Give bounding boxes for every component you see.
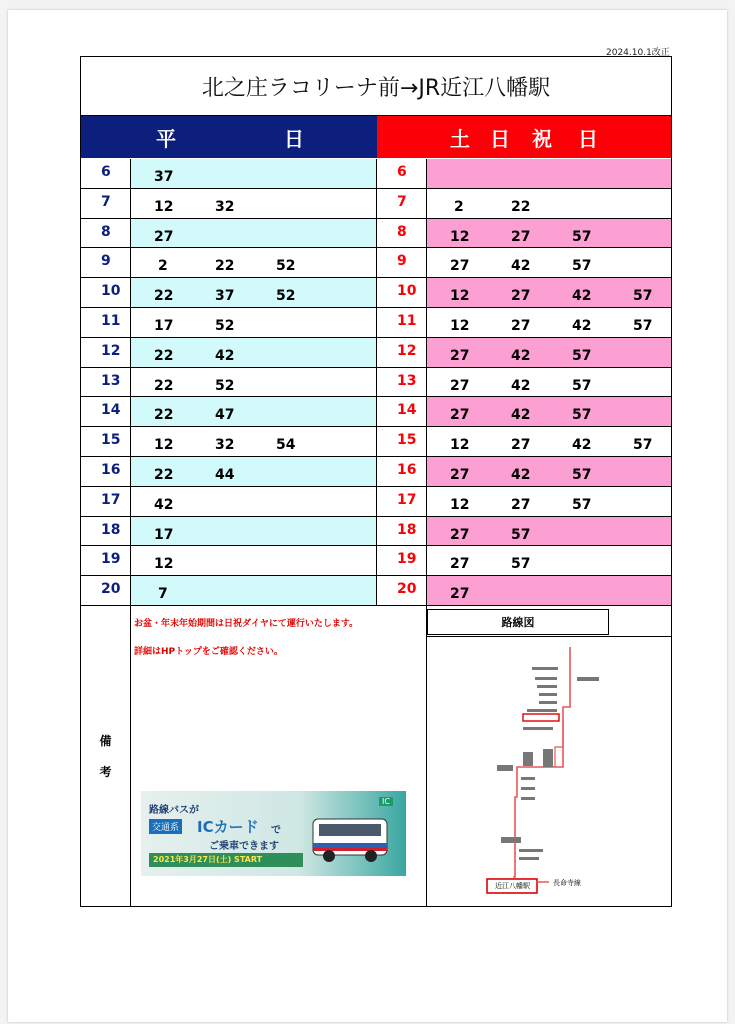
departure-minute: 32	[215, 437, 235, 454]
departure-minute: 32	[215, 198, 235, 215]
weekday-hour: 20	[81, 576, 131, 605]
timetable-sheet	[80, 56, 672, 907]
departure-minute: 22	[154, 288, 174, 305]
departure-minute: 27	[450, 526, 470, 543]
departure-minute: 42	[511, 407, 531, 424]
departure-minute: 27	[450, 258, 470, 275]
departure-minute: 27	[511, 437, 531, 454]
weekday-header-char-1: 平	[156, 126, 176, 151]
departure-minute: 27	[511, 317, 531, 334]
weekday-header-char-2: 日	[284, 126, 304, 151]
departure-minute: 22	[154, 377, 174, 394]
route-line	[513, 647, 570, 877]
departure-minute: 57	[572, 228, 592, 245]
holiday-hour: 12	[377, 338, 427, 367]
departure-minute: 57	[572, 377, 592, 394]
departure-minute: 27	[511, 496, 531, 513]
weekday-minutes	[131, 308, 377, 337]
route-map-diagram	[427, 637, 671, 907]
timetable-row	[81, 427, 671, 457]
departure-minute: 57	[633, 317, 653, 334]
weekday-minutes	[131, 427, 377, 456]
timetable-row	[81, 457, 671, 487]
departure-minute: 37	[215, 288, 235, 305]
route-stop-labels	[497, 667, 599, 860]
departure-minute: 27	[511, 228, 531, 245]
departure-minute: 57	[572, 258, 592, 275]
holiday-hour: 11	[377, 308, 427, 337]
departure-minute: 27	[450, 407, 470, 424]
ic-card-banner	[141, 791, 406, 876]
departure-minute: 27	[450, 377, 470, 394]
weekday-minutes	[131, 457, 377, 486]
route-map	[427, 636, 671, 906]
holiday-minutes	[427, 457, 671, 486]
bus-windows	[319, 824, 381, 836]
timetable-row	[81, 517, 671, 547]
timetable-row	[81, 248, 671, 278]
note-line-2: 詳細はHPトップをご確認ください。	[134, 647, 283, 657]
departure-minute: 57	[572, 466, 592, 483]
route-legend: 長命寺線	[553, 879, 581, 887]
holiday-header-char-2: 日	[490, 126, 510, 151]
departure-minute: 12	[154, 437, 174, 454]
weekday-minutes	[131, 219, 377, 248]
holiday-minutes	[427, 368, 671, 397]
weekday-hour: 10	[81, 278, 131, 307]
weekday-hour: 17	[81, 487, 131, 516]
holiday-hour: 8	[377, 219, 427, 248]
weekday-minutes	[131, 248, 377, 277]
holiday-header	[377, 116, 671, 158]
bus-wheel-rear	[365, 850, 377, 862]
weekday-minutes	[131, 159, 377, 188]
departure-minute: 57	[511, 526, 531, 543]
holiday-minutes	[427, 189, 671, 218]
weekday-hour: 8	[81, 219, 131, 248]
departure-minute: 42	[511, 377, 531, 394]
holiday-hour: 18	[377, 517, 427, 546]
holiday-minutes	[427, 308, 671, 337]
notes-section	[81, 606, 671, 906]
origin-stop-marker	[523, 714, 559, 721]
departure-minute: 12	[154, 556, 174, 573]
terminal-label: 近江八幡駅	[495, 882, 530, 890]
timetable-row	[81, 397, 671, 427]
departure-minute: 12	[154, 198, 174, 215]
weekday-minutes	[131, 278, 377, 307]
departure-minute: 27	[450, 347, 470, 364]
departure-minute: 27	[450, 466, 470, 483]
holiday-hour: 16	[377, 457, 427, 486]
holiday-hour: 6	[377, 159, 427, 188]
weekday-hour: 13	[81, 368, 131, 397]
departure-minute: 57	[633, 437, 653, 454]
timetable-row	[81, 338, 671, 368]
holiday-hour: 7	[377, 189, 427, 218]
departure-minute: 37	[154, 169, 174, 185]
departure-minute: 27	[450, 556, 470, 573]
banner-line-3: ご乗車できます	[209, 841, 279, 852]
departure-minute: 12	[450, 496, 470, 513]
weekday-hour: 19	[81, 546, 131, 575]
weekday-hour: 6	[81, 159, 131, 188]
weekday-hour: 14	[81, 397, 131, 426]
departure-minute: 42	[572, 317, 592, 334]
departure-minute: 52	[215, 377, 235, 394]
departure-minute: 57	[572, 407, 592, 424]
weekday-hour: 18	[81, 517, 131, 546]
weekday-minutes	[131, 368, 377, 397]
departure-minute: 57	[511, 556, 531, 573]
timetable-row	[81, 487, 671, 517]
timetable-row	[81, 368, 671, 398]
holiday-minutes	[427, 427, 671, 456]
weekday-hour: 16	[81, 457, 131, 486]
timetable-row	[81, 159, 671, 189]
departure-minute: 22	[154, 466, 174, 483]
weekday-hour: 9	[81, 248, 131, 277]
departure-minute: 12	[450, 317, 470, 334]
departure-minute: 22	[154, 407, 174, 424]
departure-minute: 42	[511, 347, 531, 364]
holiday-minutes	[427, 248, 671, 277]
departure-minute: 7	[158, 586, 168, 603]
departure-minute: 42	[154, 496, 174, 513]
holiday-header-char-1: 土	[450, 126, 470, 151]
banner-ic-badge: IC	[379, 797, 393, 806]
departure-minute: 12	[450, 228, 470, 245]
holiday-minutes	[427, 338, 671, 367]
bus-wheel-front	[323, 850, 335, 862]
holiday-header-char-4: 日	[578, 126, 598, 151]
timetable-grid	[81, 159, 671, 606]
timetable-row	[81, 546, 671, 576]
weekday-minutes	[131, 517, 377, 546]
route-branch	[555, 717, 563, 767]
holiday-hour: 9	[377, 248, 427, 277]
departure-minute: 47	[215, 407, 235, 424]
departure-minute: 27	[450, 586, 470, 603]
notes-label-char-1: 備	[99, 734, 112, 748]
revision-date: 2024.10.1改正	[606, 48, 670, 58]
departure-minute: 17	[154, 317, 174, 334]
banner-line-1: 路線バスが	[149, 805, 199, 816]
holiday-hour: 13	[377, 368, 427, 397]
holiday-hour: 15	[377, 427, 427, 456]
holiday-hour: 20	[377, 576, 427, 605]
weekday-hour: 12	[81, 338, 131, 367]
weekday-hour: 15	[81, 427, 131, 456]
departure-minute: 17	[154, 526, 174, 543]
departure-minute: 54	[276, 437, 296, 454]
notes-label	[81, 606, 131, 906]
holiday-header-char-3: 祝	[532, 126, 552, 151]
timetable-row	[81, 219, 671, 249]
banner-ic-card: ICカード	[197, 818, 259, 836]
holiday-hour: 10	[377, 278, 427, 307]
holiday-minutes	[427, 546, 671, 575]
weekday-minutes	[131, 546, 377, 575]
holiday-minutes	[427, 278, 671, 307]
departure-minute: 52	[276, 288, 296, 305]
route-map-title: 路線図	[427, 609, 609, 635]
route-title: 北之庄ラコリーナ前→JR近江八幡駅	[81, 57, 671, 116]
banner-start-date: 2021年3月27日(土) START	[149, 853, 303, 867]
weekday-minutes	[131, 576, 377, 605]
weekday-minutes	[131, 189, 377, 218]
timetable-row	[81, 189, 671, 219]
holiday-minutes	[427, 159, 671, 188]
bus-illustration	[311, 813, 391, 865]
holiday-minutes	[427, 219, 671, 248]
departure-minute: 42	[511, 466, 531, 483]
holiday-hour: 17	[377, 487, 427, 516]
holiday-minutes	[427, 397, 671, 426]
departure-minute: 27	[511, 288, 531, 305]
departure-minute: 57	[633, 288, 653, 305]
bus-stripe-red	[313, 848, 387, 851]
weekday-minutes	[131, 338, 377, 367]
holiday-minutes	[427, 517, 671, 546]
departure-minute: 2	[454, 198, 464, 215]
weekday-hour: 11	[81, 308, 131, 337]
departure-minute: 57	[572, 347, 592, 364]
departure-minute: 44	[215, 466, 235, 483]
timetable-row	[81, 278, 671, 308]
holiday-minutes	[427, 576, 671, 605]
departure-minute: 42	[572, 288, 592, 305]
bus-stripe	[313, 843, 387, 848]
departure-minute: 22	[511, 198, 531, 215]
notes-label-char-2: 考	[99, 765, 112, 779]
timetable-row	[81, 308, 671, 338]
weekday-minutes	[131, 487, 377, 516]
holiday-hour: 14	[377, 397, 427, 426]
weekday-minutes	[131, 397, 377, 426]
departure-minute: 52	[215, 317, 235, 334]
banner-tag: 交通系	[149, 819, 182, 834]
weekday-header	[81, 116, 377, 158]
holiday-hour: 19	[377, 546, 427, 575]
departure-minute: 42	[572, 437, 592, 454]
banner-de: で	[271, 825, 281, 836]
note-line-1: お盆・年末年始期間は日祝ダイヤにて運行いたします。	[134, 619, 359, 629]
departure-minute: 52	[276, 258, 296, 275]
weekday-hour: 7	[81, 189, 131, 218]
departure-minute: 12	[450, 437, 470, 454]
departure-minute: 57	[572, 496, 592, 513]
departure-minute: 22	[215, 258, 235, 275]
departure-minute: 22	[154, 347, 174, 364]
timetable-row	[81, 576, 671, 606]
departure-minute: 27	[154, 228, 174, 245]
departure-minute: 42	[215, 347, 235, 364]
holiday-minutes	[427, 487, 671, 516]
notes-text-area	[131, 606, 427, 906]
departure-minute: 42	[511, 258, 531, 275]
departure-minute: 12	[450, 288, 470, 305]
departure-minute: 2	[158, 258, 168, 275]
